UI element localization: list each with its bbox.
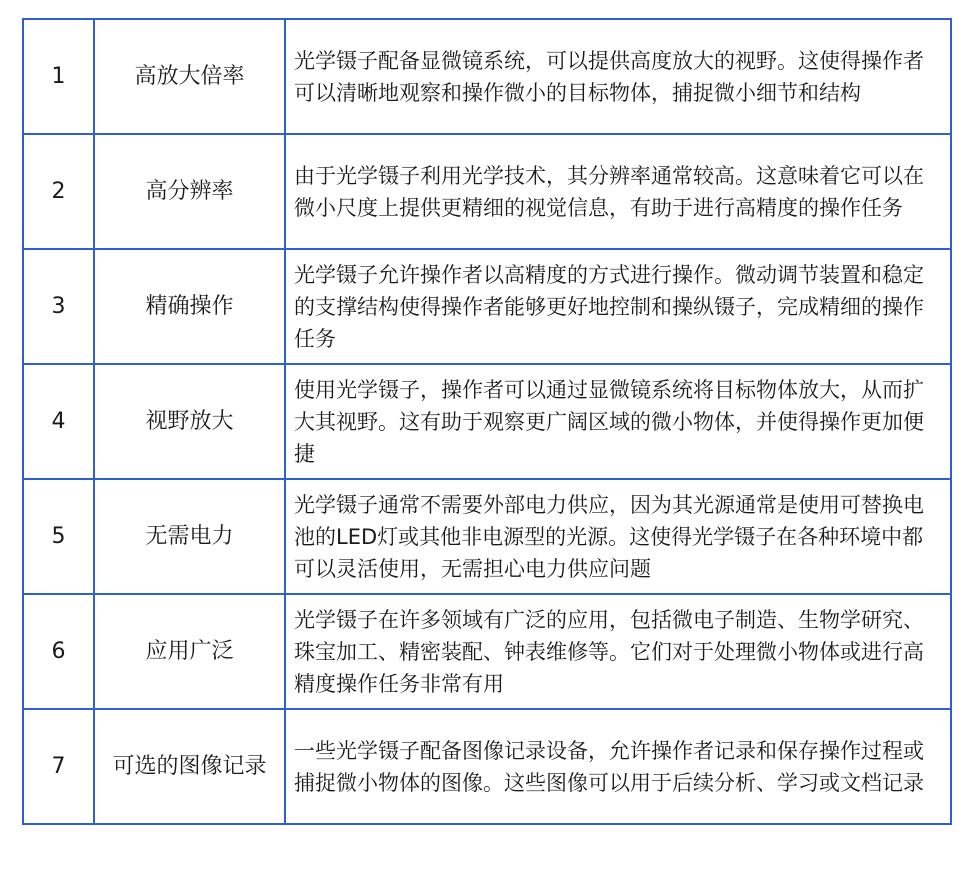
feature-name: 应用广泛: [94, 594, 285, 709]
feature-name: 高分辨率: [94, 134, 285, 249]
table-row: [23, 594, 951, 709]
feature-description: 一些光学镊子配备图像记录设备，允许操作者记录和保存操作过程或捕捉微小物体的图像。这些图像可以用于后续分析、学习或文档记录: [285, 709, 951, 824]
feature-name: 无需电力: [94, 479, 285, 594]
feature-name: 视野放大: [94, 364, 285, 479]
table-row: [23, 709, 951, 824]
row-number: 1: [23, 19, 94, 134]
feature-description: 光学镊子允许操作者以高精度的方式进行操作。微动调节装置和稳定的支撑结构使得操作者能够更好地控制和操纵镊子，完成精细的操作任务: [285, 249, 951, 364]
table-row: [23, 479, 951, 594]
feature-name: 高放大倍率: [94, 19, 285, 134]
feature-description: 光学镊子配备显微镜系统，可以提供高度放大的视野。这使得操作者可以清晰地观察和操作微小的目标物体，捕捉微小细节和结构: [285, 19, 951, 134]
table-row: [23, 364, 951, 479]
row-number: 7: [23, 709, 94, 824]
table-row: [23, 249, 951, 364]
feature-table: [22, 18, 952, 825]
feature-description: 光学镊子通常不需要外部电力供应，因为其光源通常是使用可替换电池的LED灯或其他非电源型的光源。这使得光学镊子在各种环境中都可以灵活使用，无需担心电力供应问题: [285, 479, 951, 594]
feature-name: 可选的图像记录: [94, 709, 285, 824]
feature-description: 由于光学镊子利用光学技术，其分辨率通常较高。这意味着它可以在微小尺度上提供更精细的视觉信息，有助于进行高精度的操作任务: [285, 134, 951, 249]
table-row: [23, 134, 951, 249]
feature-table-container: [22, 18, 950, 825]
row-number: 2: [23, 134, 94, 249]
row-number: 6: [23, 594, 94, 709]
row-number: 5: [23, 479, 94, 594]
row-number: 4: [23, 364, 94, 479]
feature-description: 光学镊子在许多领域有广泛的应用，包括微电子制造、生物学研究、珠宝加工、精密装配、钟表维修等。它们对于处理微小物体或进行高精度操作任务非常有用: [285, 594, 951, 709]
table-row: [23, 19, 951, 134]
row-number: 3: [23, 249, 94, 364]
feature-name: 精确操作: [94, 249, 285, 364]
feature-description: 使用光学镊子，操作者可以通过显微镜系统将目标物体放大，从而扩大其视野。这有助于观察更广阔区域的微小物体，并使得操作更加便捷: [285, 364, 951, 479]
